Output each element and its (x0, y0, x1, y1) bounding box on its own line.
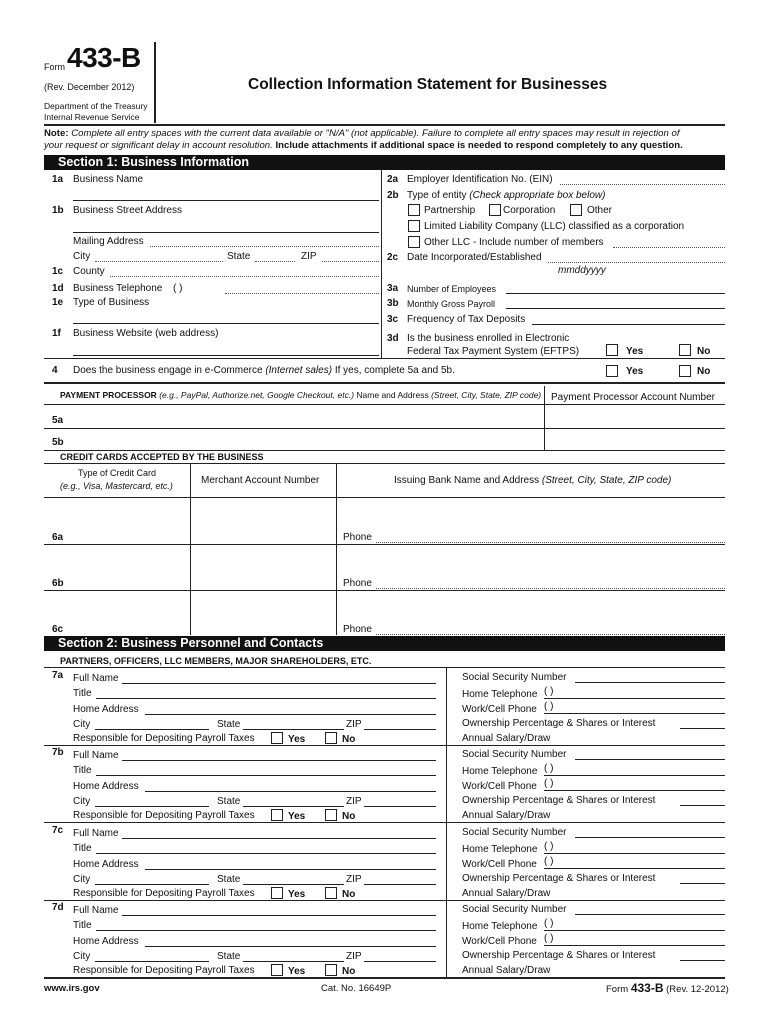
issuing-bank-header: Issuing Bank Name and Address (Street, City, State, ZIP code) (394, 475, 672, 486)
footer-rule (44, 977, 725, 979)
zip-label: ZIP (346, 951, 362, 962)
city-label: City (73, 251, 91, 262)
website-input[interactable] (73, 355, 379, 356)
title-input[interactable] (96, 775, 436, 776)
gross-payroll-input[interactable] (506, 308, 725, 309)
corporation-checkbox[interactable] (489, 204, 501, 216)
payroll-no-checkbox[interactable] (325, 964, 337, 976)
tax-deposit-frequency-label: Frequency of Tax Deposits (407, 314, 526, 325)
full-name-input[interactable] (122, 683, 436, 684)
other-llc-label: Other LLC - Include number of members (424, 237, 604, 248)
home-telephone-label: Home Telephone (462, 766, 538, 777)
annual-salary-label: Annual Salary/Draw (462, 810, 551, 821)
pp-col-divider (544, 386, 545, 450)
num-1c: 1c (52, 266, 64, 277)
num-4: 4 (52, 365, 58, 376)
city-input[interactable] (95, 961, 209, 962)
payroll-yes-checkbox[interactable] (271, 809, 283, 821)
cell-phone-input[interactable] (544, 713, 725, 714)
zip-label: ZIP (346, 796, 362, 807)
payroll-responsible-label: Responsible for Depositing Payroll Taxes (73, 965, 255, 976)
eftps-label-line2: Federal Tax Payment System (EFTPS) (407, 346, 580, 357)
payroll-yes-checkbox[interactable] (271, 887, 283, 899)
state-input[interactable] (243, 961, 344, 962)
header-divider (154, 42, 156, 123)
home-telephone-parens: ( ) (544, 841, 554, 852)
ssn-label: Social Security Number (462, 672, 567, 683)
person-7a-num: 7a (52, 670, 64, 681)
footer-form-id: Form 433-B (Rev. 12-2012) (606, 981, 729, 995)
payroll-yes-label: Yes (288, 734, 306, 745)
mailing-address-label: Mailing Address (73, 236, 144, 247)
county-input[interactable] (110, 276, 379, 277)
state-label: State (227, 251, 251, 262)
home-telephone-parens: ( ) (544, 686, 554, 697)
ssn-input[interactable] (575, 837, 725, 838)
title-label: Title (73, 920, 92, 931)
payroll-yes-label: Yes (288, 966, 306, 977)
business-telephone-input[interactable] (225, 293, 379, 294)
home-address-input[interactable] (145, 946, 436, 947)
section1-column-divider (381, 170, 382, 358)
person-7b-num: 7b (52, 747, 64, 758)
zip-label: ZIP (346, 874, 362, 885)
partnership-label: Partnership (424, 205, 476, 216)
num-3a: 3a (387, 283, 399, 294)
state-input[interactable] (243, 729, 344, 730)
title-label: Title (73, 688, 92, 699)
business-telephone-parens: ( ) (173, 283, 183, 294)
zip-input[interactable] (364, 729, 436, 730)
cc-rule-6b (44, 590, 725, 591)
payroll-no-label: No (342, 889, 356, 900)
section2-header: Section 2: Business Personnel and Contacts (44, 636, 725, 651)
state-label: State (217, 951, 241, 962)
ssn-input[interactable] (575, 759, 725, 760)
date-format-hint: mmddyyyy (558, 265, 606, 276)
zip-input[interactable] (364, 884, 436, 885)
full-name-input[interactable] (122, 838, 436, 839)
title-input[interactable] (96, 698, 436, 699)
ecommerce-no-checkbox[interactable] (679, 365, 691, 377)
state-label: State (217, 719, 241, 730)
business-name-input[interactable] (73, 200, 379, 201)
footer-website[interactable]: www.irs.gov (44, 983, 100, 994)
ownership-input[interactable] (680, 960, 725, 961)
phone-6a-input[interactable] (376, 542, 725, 543)
title-input[interactable] (96, 930, 436, 931)
full-name-input[interactable] (122, 915, 436, 916)
home-address-label: Home Address (73, 704, 139, 715)
other-entity-label: Other (587, 205, 613, 216)
city-label: City (73, 796, 91, 807)
home-telephone-input[interactable] (544, 698, 725, 699)
ownership-label: Ownership Percentage & Shares or Interest (462, 718, 656, 729)
city-label: City (73, 951, 91, 962)
cell-phone-input[interactable] (544, 868, 725, 869)
ownership-input[interactable] (680, 883, 725, 884)
processor-5a-account-field[interactable] (545, 405, 725, 428)
num-1d: 1d (52, 283, 64, 294)
home-address-input[interactable] (145, 791, 436, 792)
other-llc-checkbox[interactable] (408, 236, 420, 248)
zip-input[interactable] (364, 806, 436, 807)
payroll-no-label: No (342, 734, 356, 745)
website-label: Business Website (web address) (73, 328, 219, 339)
ein-label: Employer Identification No. (EIN) (407, 174, 553, 185)
cell-phone-parens: ( ) (544, 701, 554, 712)
payment-processor-header: PAYMENT PROCESSOR (e.g., PayPal, Authorize.net, Google Checkout, etc.) Name and Address (Street, City, State, ZIP code) (60, 390, 542, 400)
phone-6a-label: Phone (343, 532, 372, 543)
home-telephone-input[interactable] (544, 853, 725, 854)
county-label: County (73, 266, 105, 277)
annual-salary-label: Annual Salary/Draw (462, 888, 551, 899)
section1-header: Section 1: Business Information (44, 155, 725, 170)
entity-type-label: Type of entity (Check appropriate box below) (407, 190, 606, 201)
num-1b: 1b (52, 205, 64, 216)
credit-cards-title: CREDIT CARDS ACCEPTED BY THE BUSINESS (60, 452, 264, 462)
other-entity-checkbox[interactable] (570, 204, 582, 216)
home-telephone-label: Home Telephone (462, 921, 538, 932)
eftps-no-checkbox[interactable] (679, 344, 691, 356)
payroll-responsible-label: Responsible for Depositing Payroll Taxes (73, 733, 255, 744)
eftps-yes-checkbox[interactable] (606, 344, 618, 356)
num-2c: 2c (387, 252, 399, 263)
header-rule (44, 124, 725, 126)
payroll-no-checkbox[interactable] (325, 732, 337, 744)
cc-type-header-line2: (e.g., Visa, Mastercard, etc.) (60, 481, 173, 491)
phone-6c-label: Phone (343, 624, 372, 635)
payroll-no-checkbox[interactable] (325, 887, 337, 899)
merchant-account-header: Merchant Account Number (201, 475, 320, 486)
ecommerce-yes-checkbox[interactable] (606, 365, 618, 377)
q4-rule (44, 382, 725, 384)
ownership-input[interactable] (680, 728, 725, 729)
eftps-no-label: No (697, 346, 711, 357)
num-3d: 3d (387, 333, 399, 344)
pp-rule-3 (44, 450, 725, 451)
partnership-checkbox[interactable] (408, 204, 420, 216)
cell-phone-parens: ( ) (544, 778, 554, 789)
ecommerce-no-label: No (697, 366, 711, 377)
corporation-label: Corporation (503, 205, 556, 216)
ownership-label: Ownership Percentage & Shares or Interest (462, 950, 656, 961)
note-line2: your request or significant delay in account resolution. Include attachments if additional space is needed to respond completely to any question. (44, 140, 683, 151)
mailing-address-input[interactable] (150, 246, 379, 247)
zip-label: ZIP (346, 719, 362, 730)
title-label: Title (73, 765, 92, 776)
s2-rule-top (44, 667, 725, 668)
processor-5b-account-field[interactable] (545, 429, 725, 450)
cell-phone-input[interactable] (544, 790, 725, 791)
title-label: Title (73, 843, 92, 854)
num-2a: 2a (387, 174, 399, 185)
ssn-label: Social Security Number (462, 749, 567, 760)
cell-phone-label: Work/Cell Phone (462, 781, 537, 792)
type-of-business-input[interactable] (73, 323, 379, 324)
city-label: City (73, 719, 91, 730)
num-6a: 6a (52, 532, 64, 543)
zip-input[interactable] (364, 961, 436, 962)
num-3c: 3c (387, 314, 399, 325)
home-telephone-parens: ( ) (544, 918, 554, 929)
payroll-yes-label: Yes (288, 889, 306, 900)
ssn-input[interactable] (575, 682, 725, 683)
cell-phone-label: Work/Cell Phone (462, 859, 537, 870)
footer-catalog: Cat. No. 16649P (321, 983, 392, 994)
person-block-rule (44, 745, 725, 746)
full-name-label: Full Name (73, 828, 119, 839)
city-label: City (73, 874, 91, 885)
revision-date: (Rev. December 2012) (44, 82, 135, 92)
phone-6b-label: Phone (343, 578, 372, 589)
state-label: State (217, 874, 241, 885)
home-address-input[interactable] (145, 869, 436, 870)
payroll-responsible-label: Responsible for Depositing Payroll Taxes (73, 888, 255, 899)
city-input[interactable] (95, 884, 209, 885)
payroll-yes-label: Yes (288, 811, 306, 822)
title-input[interactable] (96, 853, 436, 854)
city-input[interactable] (95, 729, 209, 730)
ownership-label: Ownership Percentage & Shares or Interest (462, 795, 656, 806)
num-3b: 3b (387, 298, 399, 309)
date-established-label: Date Incorporated/Established (407, 252, 542, 263)
full-name-label: Full Name (73, 750, 119, 761)
state-input[interactable] (243, 884, 344, 885)
num-6b: 6b (52, 578, 64, 589)
num-employees-input[interactable] (506, 293, 725, 294)
processor-5a-name-field[interactable] (70, 405, 544, 428)
agency-irs: Internal Revenue Service (44, 112, 140, 122)
business-telephone-label: Business Telephone (73, 283, 163, 294)
street-address-input[interactable] (73, 232, 379, 233)
agency-department: Department of the Treasury (44, 101, 148, 111)
cc-rule-top (44, 463, 725, 464)
business-name-label: Business Name (73, 174, 144, 185)
cell-phone-input[interactable] (544, 945, 725, 946)
ownership-label: Ownership Percentage & Shares or Interest (462, 873, 656, 884)
payroll-yes-checkbox[interactable] (271, 732, 283, 744)
cc-rule-6a (44, 544, 725, 545)
cell-phone-label: Work/Cell Phone (462, 936, 537, 947)
type-of-business-label: Type of Business (73, 297, 150, 308)
street-address-label: Business Street Address (73, 205, 182, 216)
home-address-label: Home Address (73, 859, 139, 870)
cell-phone-parens: ( ) (544, 933, 554, 944)
ssn-input[interactable] (575, 914, 725, 915)
ecommerce-yes-label: Yes (626, 366, 644, 377)
eftps-label-line1: Is the business enrolled in Electronic (407, 333, 570, 344)
cell-phone-label: Work/Cell Phone (462, 704, 537, 715)
person-7c-num: 7c (52, 825, 64, 836)
person-block-rule (44, 900, 725, 901)
cc-rule-header (44, 497, 725, 498)
page-title: Collection Information Statement for Businesses (248, 76, 608, 93)
tax-deposit-frequency-input[interactable] (532, 324, 725, 325)
city-input[interactable] (95, 806, 209, 807)
payroll-no-checkbox[interactable] (325, 809, 337, 821)
num-6c: 6c (52, 624, 64, 635)
phone-6c-input[interactable] (376, 634, 725, 635)
ownership-input[interactable] (680, 805, 725, 806)
payroll-yes-checkbox[interactable] (271, 964, 283, 976)
person-7d-num: 7d (52, 902, 64, 913)
cc-type-header-line1: Type of Credit Card (78, 468, 157, 478)
num-1e: 1e (52, 297, 64, 308)
home-address-label: Home Address (73, 781, 139, 792)
annual-salary-label: Annual Salary/Draw (462, 965, 551, 976)
ecommerce-question: Does the business engage in e-Commerce (Internet sales) If yes, complete 5a and 5b. (73, 365, 455, 376)
home-telephone-parens: ( ) (544, 763, 554, 774)
llc-corporation-label: Limited Liability Company (LLC) classified as a corporation (424, 221, 685, 232)
num-1f: 1f (52, 328, 61, 339)
cc-col-divider-1 (190, 463, 191, 635)
home-address-input[interactable] (145, 714, 436, 715)
llc-corporation-checkbox[interactable] (408, 220, 420, 232)
date-established-input[interactable] (548, 262, 725, 263)
processor-account-header: Payment Processor Account Number (551, 392, 715, 403)
num-employees-label: Number of Employees (407, 284, 497, 294)
cc-col-divider-2 (336, 463, 337, 635)
section1-rule (44, 358, 725, 359)
note-line1: Note: Complete all entry spaces with the current data available or "N/A" (not applicable). Failure to complete all entry spaces may result in rejection of (44, 128, 680, 139)
state-label: State (217, 796, 241, 807)
eftps-yes-label: Yes (626, 346, 644, 357)
num-5b: 5b (52, 437, 64, 448)
num-2b: 2b (387, 190, 399, 201)
annual-salary-label: Annual Salary/Draw (462, 733, 551, 744)
form-number: 433-B (67, 42, 141, 73)
num-1a: 1a (52, 174, 64, 185)
llc-members-input[interactable] (613, 247, 725, 248)
full-name-label: Full Name (73, 673, 119, 684)
state-input[interactable] (255, 261, 295, 262)
state-input[interactable] (243, 806, 344, 807)
ssn-label: Social Security Number (462, 904, 567, 915)
payroll-responsible-label: Responsible for Depositing Payroll Taxes (73, 810, 255, 821)
payroll-no-label: No (342, 966, 356, 977)
gross-payroll-label: Monthly Gross Payroll (407, 299, 496, 309)
cell-phone-parens: ( ) (544, 856, 554, 867)
num-5a: 5a (52, 415, 64, 426)
section2-subtitle: PARTNERS, OFFICERS, LLC MEMBERS, MAJOR SHAREHOLDERS, ETC. (60, 656, 372, 666)
full-name-label: Full Name (73, 905, 119, 916)
payroll-no-label: No (342, 811, 356, 822)
home-telephone-label: Home Telephone (462, 844, 538, 855)
city-input[interactable] (95, 261, 223, 262)
home-address-label: Home Address (73, 936, 139, 947)
zip-input[interactable] (322, 261, 379, 262)
home-telephone-input[interactable] (544, 930, 725, 931)
ein-input[interactable] (560, 184, 725, 185)
processor-5b-name-field[interactable] (70, 429, 544, 450)
person-block-rule (44, 822, 725, 823)
phone-6b-input[interactable] (376, 588, 725, 589)
form-label: Form (44, 62, 65, 72)
home-telephone-input[interactable] (544, 775, 725, 776)
zip-label: ZIP (301, 251, 317, 262)
full-name-input[interactable] (122, 760, 436, 761)
ssn-label: Social Security Number (462, 827, 567, 838)
home-telephone-label: Home Telephone (462, 689, 538, 700)
